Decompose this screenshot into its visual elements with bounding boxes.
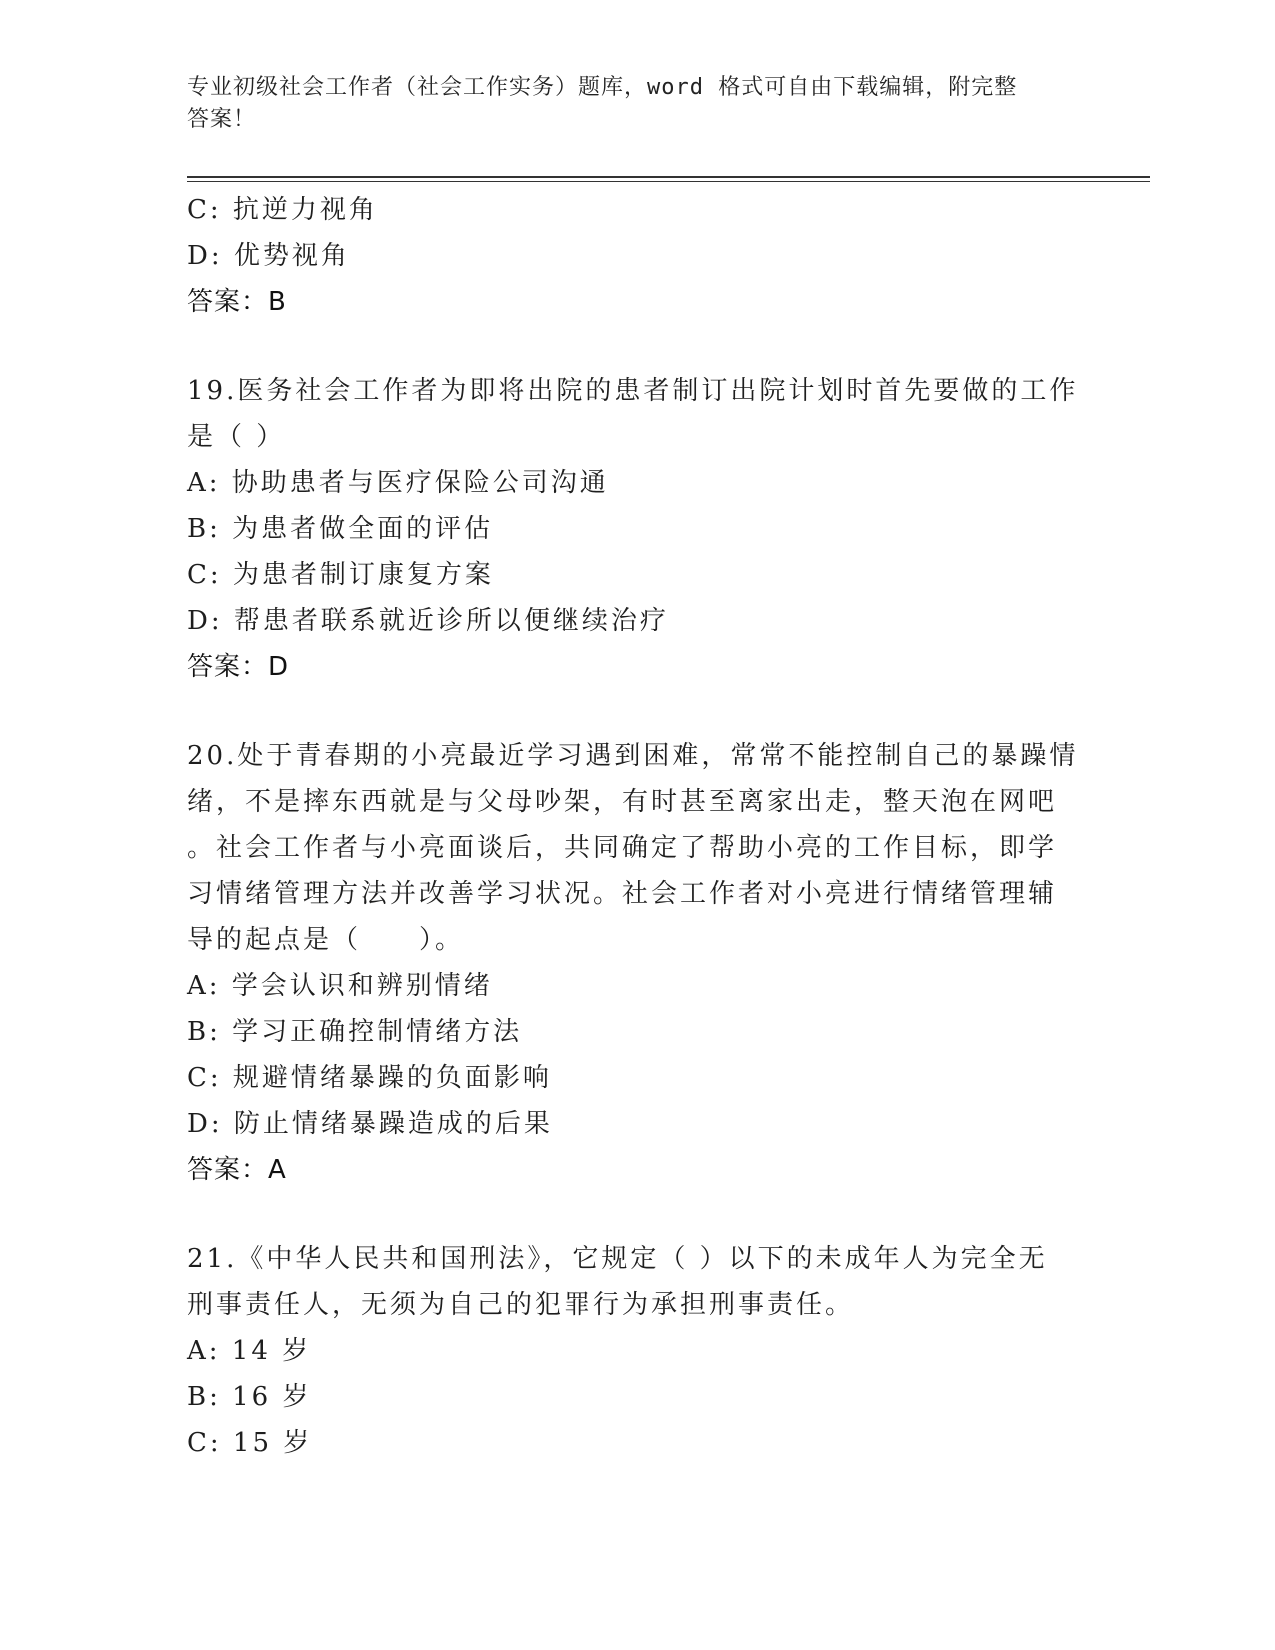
option-d: D: 帮患者联系就近诊所以便继续治疗 xyxy=(187,606,669,636)
option-d: D: 防止情绪暴躁造成的后果 xyxy=(187,1109,553,1139)
question-20 xyxy=(187,733,1079,1193)
option-c: C: 抗逆力视角 xyxy=(187,195,378,225)
question-stem-line: 绪，不是摔东西就是与父母吵架，有时甚至离家出走，整天泡在网吧 xyxy=(187,787,1058,817)
answer-line: 答案：D xyxy=(187,652,290,682)
option-a: A: 协助患者与医疗保险公司沟通 xyxy=(187,468,609,498)
question-21 xyxy=(187,1236,1067,1466)
question-18-tail xyxy=(187,187,1067,325)
option-a: A: 14 岁 xyxy=(187,1336,312,1366)
question-stem-line: 是（ ） xyxy=(187,422,286,452)
question-stem-line: 习情绪管理方法并改善学习状况。社会工作者对小亮进行情绪管理辅 xyxy=(187,879,1058,909)
question-19 xyxy=(187,368,1079,690)
header-divider-thin xyxy=(187,181,1150,182)
question-stem-line: 。社会工作者与小亮面谈后，共同确定了帮助小亮的工作目标，即学 xyxy=(187,833,1058,863)
header-line-1: 专业初级社会工作者（社会工作实务）题库，word 格式可自由下载编辑，附完整 xyxy=(187,75,1018,100)
document-header xyxy=(187,72,1067,136)
option-c: C: 规避情绪暴躁的负面影响 xyxy=(187,1063,552,1093)
question-stem-line: 21.《中华人民共和国刑法》，它规定（ ）以下的未成年人为完全无 xyxy=(187,1244,1048,1274)
option-b: B: 学习正确控制情绪方法 xyxy=(187,1017,523,1047)
option-c: C: 15 岁 xyxy=(187,1428,313,1458)
option-c: C: 为患者制订康复方案 xyxy=(187,560,494,590)
option-b: B: 16 岁 xyxy=(187,1382,312,1412)
question-stem-line: 刑事责任人，无须为自己的犯罪行为承担刑事责任。 xyxy=(187,1290,855,1320)
question-stem-line: 19.医务社会工作者为即将出院的患者制订出院计划时首先要做的工作 xyxy=(187,376,1079,406)
question-stem-line: 导的起点是（ ）。 xyxy=(187,925,465,955)
question-stem-line: 20.处于青春期的小亮最近学习遇到困难，常常不能控制自己的暴躁情 xyxy=(187,741,1079,771)
header-divider xyxy=(187,176,1150,178)
question-list xyxy=(187,187,1079,1466)
option-b: B: 为患者做全面的评估 xyxy=(187,514,494,544)
option-d: D: 优势视角 xyxy=(187,241,350,271)
header-line-2: 答案！ xyxy=(187,107,257,132)
answer-line: 答案：B xyxy=(187,287,287,317)
answer-line: 答案：A xyxy=(187,1155,287,1185)
option-a: A: 学会认识和辨别情绪 xyxy=(187,971,493,1001)
